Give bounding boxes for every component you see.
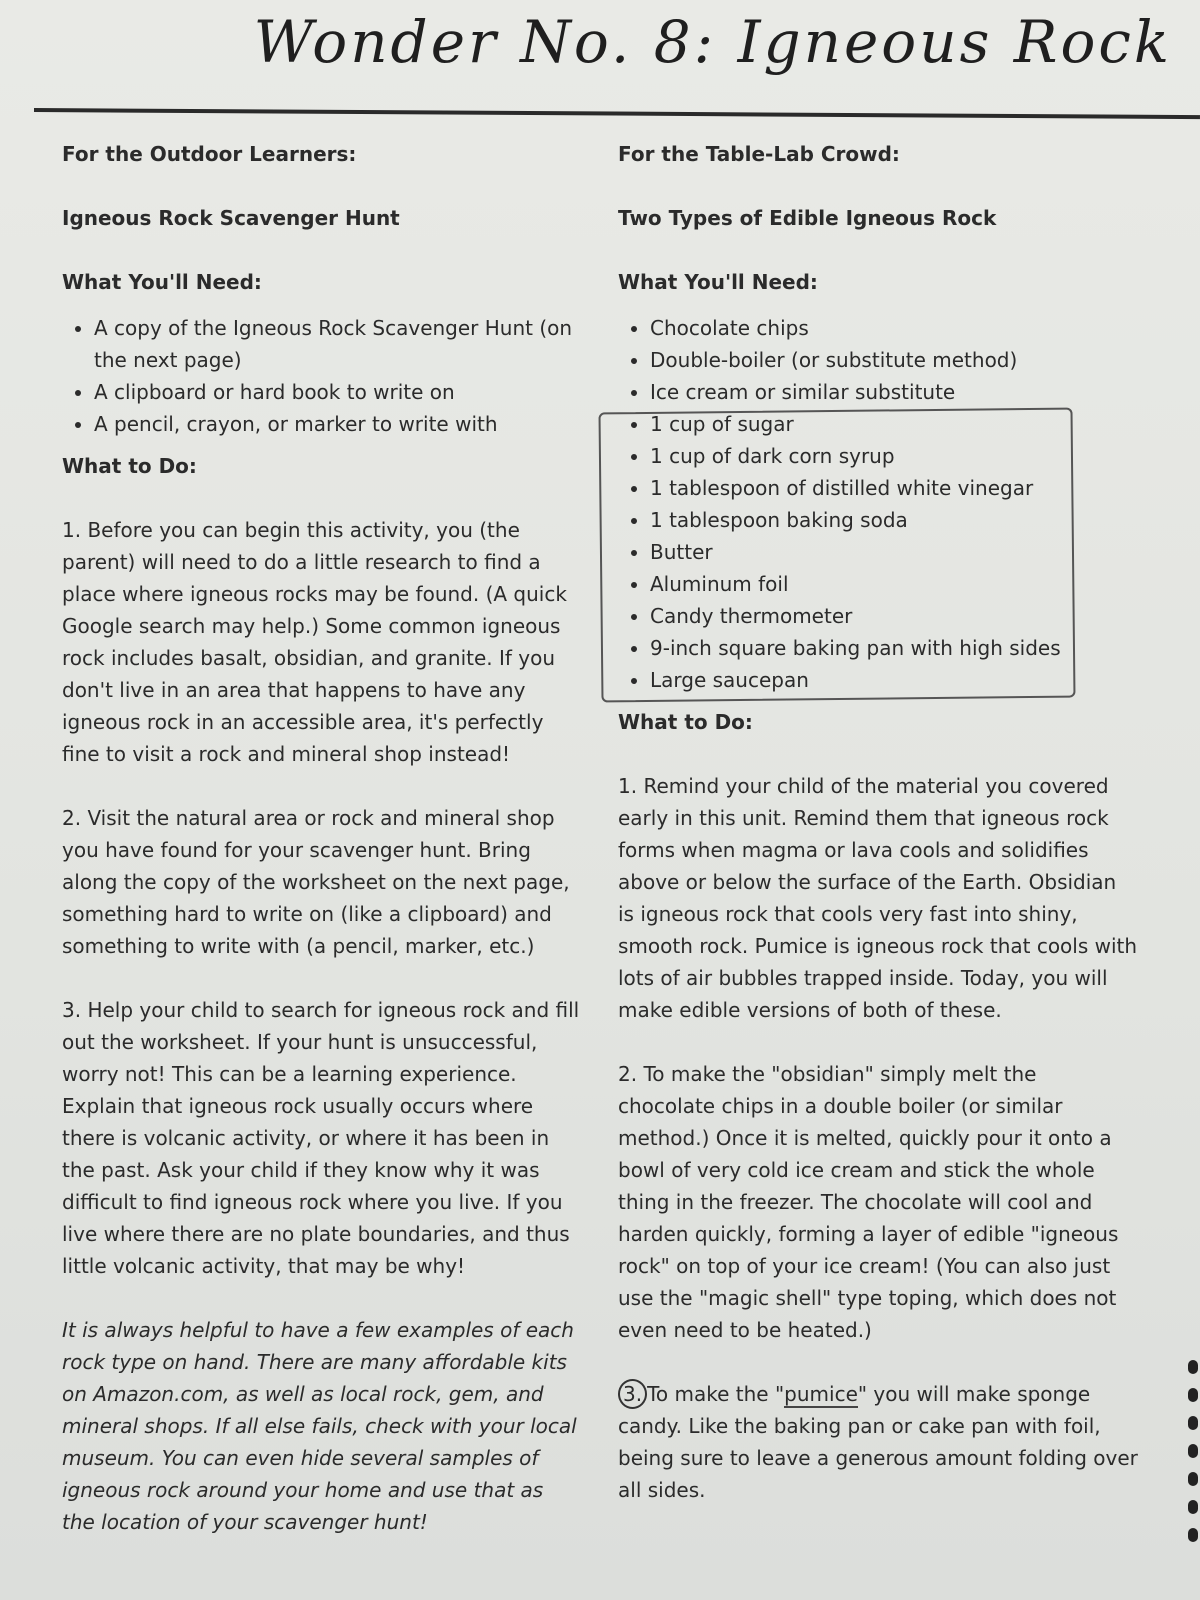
binding-hole <box>1188 1472 1198 1486</box>
step-paragraph: 2. Visit the natural area or rock and mineral shop you have found for your scavenger hunt. Bring along the copy of the worksheet on the next page, something hard to write on (like a clipboard) and something to write with (a pencil, marker, etc.) <box>62 806 570 958</box>
circled-step-number: 3. <box>618 1379 647 1409</box>
do-heading: What to Do: <box>62 454 197 478</box>
list-item: • A copy of the Igneous Rock Scavenger Hunt (on the next page) <box>94 312 582 376</box>
list-item: • Double-boiler (or substitute method) <box>650 344 1138 376</box>
audience-heading: For the Outdoor Learners: <box>62 142 357 166</box>
step-paragraph <box>618 1378 1138 1506</box>
do-heading: What to Do: <box>618 710 753 734</box>
list-item: • Chocolate chips <box>650 312 1138 344</box>
audience-heading: For the Table-Lab Crowd: <box>618 142 900 166</box>
binding-hole <box>1188 1528 1198 1542</box>
list-item: • 1 cup of sugar <box>650 408 1138 440</box>
list-item: • Aluminum foil <box>650 568 1138 600</box>
step-text: " you will make sponge candy. Like the baking pan or cake pan with foil, being sure to leave a generous amount folding over all sides. <box>618 1382 1138 1502</box>
underlined-word: pumice <box>784 1382 858 1406</box>
spiral-binding <box>1188 1360 1200 1600</box>
list-item: • A clipboard or hard book to write on <box>94 376 582 408</box>
step-paragraph: 2. To make the "obsidian" simply melt the chocolate chips in a double boiler (or similar method.) Once it is melted, quickly pour it onto a bowl of very cold ice cream and stick the whole thing in the freezer. The chocolate will cool and harden quickly, forming a layer of edible "igneous rock" on top of your ice cream! (You can also just use the "magic shell" type toping, which does not even need to be heated.) <box>618 1062 1119 1342</box>
table-lab-column <box>618 138 1138 1506</box>
list-item: • A pencil, crayon, or marker to write with <box>94 408 582 440</box>
hand-drawn-box <box>598 408 1075 703</box>
step-paragraph: 3. Help your child to search for igneous rock and fill out the worksheet. If your hunt is unsuccessful, worry not! This can be a learning experience. Explain that igneous rock usually occurs where there is volcanic activity, or where it has been in the past. Ask your child if they know why it was difficult to find igneous rock where you live. If you live where there are no plate boundaries, and thus little volcanic activity, that may be why! <box>62 998 580 1278</box>
supplies-list <box>62 312 582 440</box>
binding-hole <box>1188 1360 1198 1374</box>
list-item: • 1 tablespoon of distilled white vinegar <box>650 472 1138 504</box>
activity-title: Two Types of Edible Igneous Rock <box>618 206 997 230</box>
list-item: • Ice cream or similar substitute <box>650 376 1138 408</box>
tip-paragraph: It is always helpful to have a few examples of each rock type on hand. There are many affordable kits on Amazon.com, as well as local rock, gem, and mineral shops. If all else fails, check with your local museum. You can even hide several samples of igneous rock around your home and use that as the location of your scavenger hunt! <box>62 1318 577 1534</box>
activity-title: Igneous Rock Scavenger Hunt <box>62 206 400 230</box>
list-item: • Butter <box>650 536 1138 568</box>
list-item: • 1 cup of dark corn syrup <box>650 440 1138 472</box>
list-item: • Candy thermometer <box>650 600 1138 632</box>
binding-hole <box>1188 1388 1198 1402</box>
need-heading: What You'll Need: <box>62 270 262 294</box>
list-item: • 1 tablespoon baking soda <box>650 504 1138 536</box>
list-item: • Large saucepan <box>650 664 1138 696</box>
need-heading: What You'll Need: <box>618 270 818 294</box>
binding-hole <box>1188 1416 1198 1430</box>
page-title: Wonder No. 8: Igneous Rock <box>253 8 1172 76</box>
step-paragraph: 1. Remind your child of the material you covered early in this unit. Remind them that igneous rock forms when magma or lava cools and solidifies above or below the surface of the Earth. Obsidian is igneous rock that cools very fast into shiny, smooth rock. Pumice is igneous rock that cools with lots of air bubbles trapped inside. Today, you will make edible versions of both of these. <box>618 774 1138 1022</box>
step-paragraph: 1. Before you can begin this activity, you (the parent) will need to do a little research to find a place where igneous rocks may be found. (A quick Google search may help.) Some common igneous rock includes basalt, obsidian, and granite. If you don't live in an area that happens to have any igneous rock in an accessible area, it's perfectly fine to visit a rock and mineral shop instead! <box>62 518 567 766</box>
title-divider <box>34 108 1200 119</box>
binding-hole <box>1188 1500 1198 1514</box>
outdoor-column <box>62 138 582 1538</box>
binding-hole <box>1188 1444 1198 1458</box>
step-text: To make the " <box>647 1382 785 1406</box>
list-item: • 9-inch square baking pan with high sides <box>650 632 1138 664</box>
